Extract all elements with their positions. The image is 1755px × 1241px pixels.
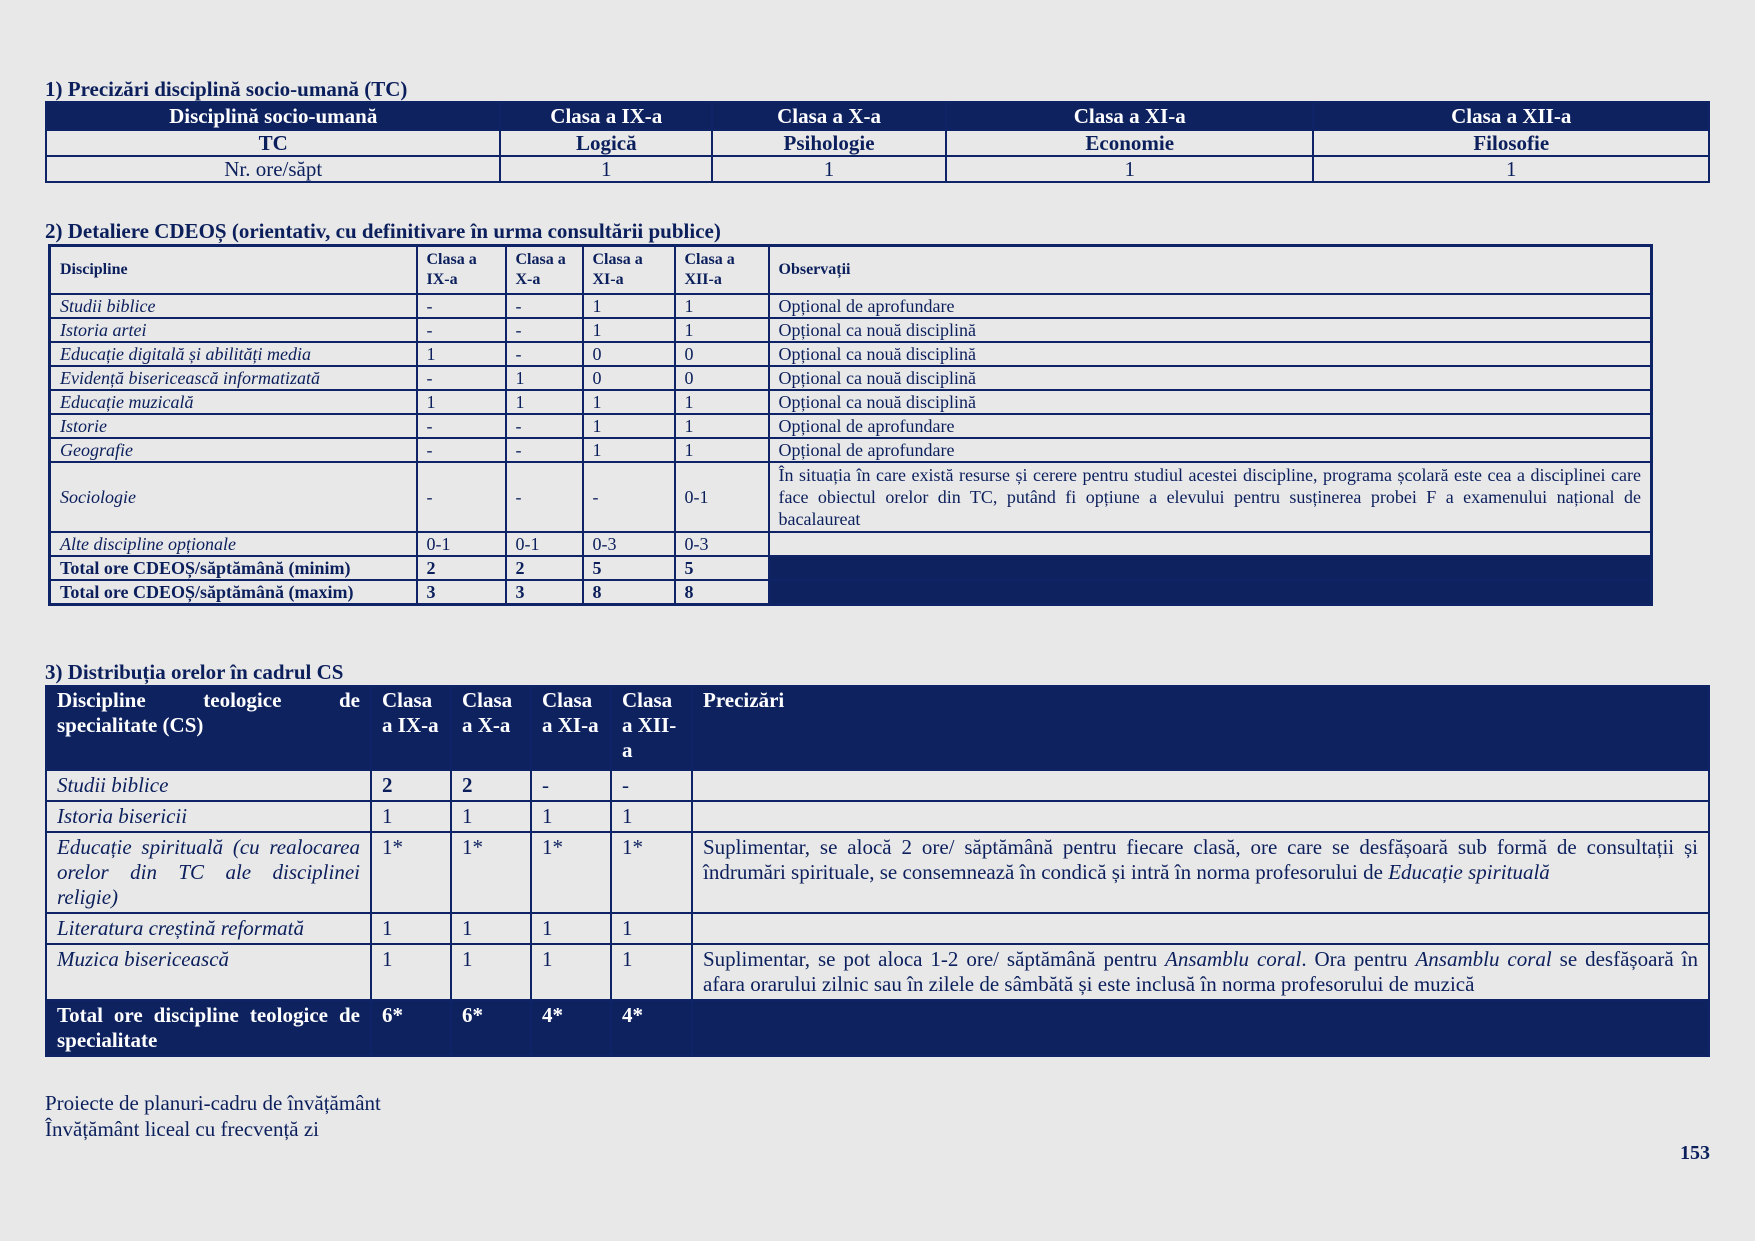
table-cell: Opțional ca nouă disciplină <box>769 390 1652 414</box>
table-row <box>46 770 1709 801</box>
socio-human-table <box>45 101 1710 183</box>
cs-table <box>45 685 1710 1057</box>
table-cell: Opțional ca nouă disciplină <box>769 342 1652 366</box>
table-header-row <box>46 102 1709 130</box>
header-cell: Clasa a IX-a <box>371 686 451 770</box>
table-cell: - <box>506 462 583 532</box>
table-cell: Opțional ca nouă disciplină <box>769 318 1652 342</box>
table-cell: Studii biblice <box>50 294 417 318</box>
table-cell: Psihologie <box>712 130 946 156</box>
table-cell: 1 <box>583 414 675 438</box>
header-cell: Clasa a IX-a <box>417 246 506 295</box>
table-cell: 0 <box>583 342 675 366</box>
table-cell: Economie <box>946 130 1314 156</box>
table-cell: - <box>417 366 506 390</box>
table-cell: Istoria bisericii <box>46 801 371 832</box>
table-cell <box>692 1000 1709 1056</box>
table-cell: Educație digitală și abilități media <box>50 342 417 366</box>
table-cell: - <box>417 438 506 462</box>
table-cell: 0-1 <box>417 532 506 556</box>
table-cell: Istoria artei <box>50 318 417 342</box>
note-text: se desfășoară în afara orarului zilnic sau în zilele de sâmbătă și este inclusă în norma profesorului de muzică <box>703 947 1698 996</box>
table-cell: Literatura creștină reformată <box>46 913 371 944</box>
table-cell: Total ore CDEOȘ/săptămână (minim) <box>50 556 417 580</box>
table-cell: Sociologie <box>50 462 417 532</box>
table-cell: 1 <box>611 801 692 832</box>
total-row <box>50 556 1652 580</box>
table-cell <box>769 556 1652 580</box>
note-emphasis: Educație spirituală <box>1388 860 1550 884</box>
page-number: 153 <box>1680 1142 1710 1164</box>
table-cell: - <box>611 770 692 801</box>
table-row <box>46 130 1709 156</box>
table-cell: - <box>506 438 583 462</box>
table-row <box>50 438 1652 462</box>
table-cell <box>692 944 1709 1000</box>
table-cell: 1 <box>451 801 531 832</box>
table-cell: Educație spirituală (cu realocarea orelor din TC ale disciplinei religie) <box>46 832 371 913</box>
table-cell: 1 <box>583 390 675 414</box>
table-cell: Opțional de aprofundare <box>769 294 1652 318</box>
table-cell: 1 <box>417 390 506 414</box>
table-cell: 0-1 <box>675 462 769 532</box>
footer-line-2: Învățământ liceal cu frecvență zi <box>45 1117 320 1141</box>
table-header-row <box>46 686 1709 770</box>
table-cell: - <box>506 294 583 318</box>
table-row <box>50 318 1652 342</box>
table-row <box>50 462 1652 532</box>
table-cell: TC <box>46 130 500 156</box>
table-cell: Total ore discipline teologice de specialitate <box>46 1000 371 1056</box>
total-row <box>50 580 1652 605</box>
header-cell: Clasa a XI-a <box>583 246 675 295</box>
table-row <box>50 532 1652 556</box>
table-cell: Istorie <box>50 414 417 438</box>
table-cell: 1 <box>531 913 611 944</box>
table-cell: Opțional de aprofundare <box>769 438 1652 462</box>
table-cell: 0-3 <box>583 532 675 556</box>
table-cell <box>692 801 1709 832</box>
footer-line-1: Proiecte de planuri-cadru de învățământ <box>45 1091 381 1115</box>
header-cell: Clasa a X-a <box>506 246 583 295</box>
table-cell: 1 <box>675 414 769 438</box>
table-cell: 1* <box>611 832 692 913</box>
table-cell: Studii biblice <box>46 770 371 801</box>
table-cell: 5 <box>583 556 675 580</box>
header-cell: Discipline <box>50 246 417 295</box>
table-row <box>46 832 1709 913</box>
table-cell: 1 <box>1313 156 1709 182</box>
table-cell: 1 <box>417 342 506 366</box>
table-cell: 6* <box>451 1000 531 1056</box>
table-cell: 1 <box>451 944 531 1000</box>
table-cell: 1 <box>675 294 769 318</box>
table-cell: - <box>531 770 611 801</box>
table-cell: Total ore CDEOȘ/săptămână (maxim) <box>50 580 417 605</box>
table-row <box>50 342 1652 366</box>
table-cell: 1 <box>451 913 531 944</box>
table-cell: Muzica bisericească <box>46 944 371 1000</box>
table-row <box>46 913 1709 944</box>
section3-title: 3) Distribuția orelor în cadrul CS <box>45 660 344 684</box>
table-cell: 8 <box>675 580 769 605</box>
note-emphasis: Ansamblu coral <box>1415 947 1552 971</box>
table-cell <box>692 832 1709 913</box>
table-cell: - <box>417 294 506 318</box>
table-cell: 1 <box>506 366 583 390</box>
header-cell: Disciplină socio-umană <box>46 102 500 130</box>
table-cell: 1 <box>583 438 675 462</box>
table-row <box>46 944 1709 1000</box>
header-cell: Clasa a X-a <box>712 102 946 130</box>
table-cell: 1 <box>611 913 692 944</box>
table-cell: - <box>417 414 506 438</box>
header-cell: Discipline teologice de specialitate (CS) <box>46 686 371 770</box>
table-cell: - <box>506 342 583 366</box>
table-cell: 1 <box>675 390 769 414</box>
table-cell: 1 <box>611 944 692 1000</box>
table-row <box>46 801 1709 832</box>
table-cell: 1 <box>946 156 1314 182</box>
table-cell: Filosofie <box>1313 130 1709 156</box>
note-text: Suplimentar, se pot aloca 1-2 ore/ săptămână pentru <box>703 947 1166 971</box>
table-cell: 1 <box>371 801 451 832</box>
table-cell: Nr. ore/săpt <box>46 156 500 182</box>
table-cell: 3 <box>417 580 506 605</box>
table-cell: - <box>417 462 506 532</box>
table-cell: 0-1 <box>506 532 583 556</box>
table-row <box>50 366 1652 390</box>
header-cell: Clasa a XI-a <box>531 686 611 770</box>
table-cell: 1* <box>371 832 451 913</box>
table-cell: 0-3 <box>675 532 769 556</box>
table-cell: 1 <box>712 156 946 182</box>
table-cell: 1 <box>371 944 451 1000</box>
table-cell: 1 <box>531 801 611 832</box>
note-text: Suplimentar, se alocă 2 ore/ săptămână pentru fiecare clasă, ore care se desfășoară sub formă de consultații și îndrumări spirituale, se consemnează în condică și intră în norma profesorului de <box>703 835 1698 884</box>
note-emphasis: Ansamblu coral <box>1165 947 1302 971</box>
table-cell: 2 <box>451 770 531 801</box>
table-cell: Geografie <box>50 438 417 462</box>
total-row <box>46 1000 1709 1056</box>
table-cell: 1 <box>500 156 712 182</box>
table-cell: 1 <box>675 318 769 342</box>
table-cell: - <box>583 462 675 532</box>
table-cell: 4* <box>611 1000 692 1056</box>
table-cell: Opțional de aprofundare <box>769 414 1652 438</box>
header-cell: Clasa a XII-a <box>1313 102 1709 130</box>
table-cell <box>692 770 1709 801</box>
table-cell <box>769 532 1652 556</box>
table-row <box>46 156 1709 182</box>
table-cell: 1 <box>583 294 675 318</box>
table-cell: În situația în care există resurse și cerere pentru studiul acestei discipline, programa școlară este cea a disciplinei care face obiectul orelor din TC, putând fi opțiune a elevului pentru susținerea probei F a examenului național de bacalaureat <box>769 462 1652 532</box>
table-cell: Evidență bisericească informatizată <box>50 366 417 390</box>
section1-title: 1) Precizări disciplină socio-umană (TC) <box>45 77 408 101</box>
table-cell: 0 <box>675 342 769 366</box>
table-cell: 1 <box>531 944 611 1000</box>
table-cell: 0 <box>583 366 675 390</box>
table-cell: 3 <box>506 580 583 605</box>
table-cell: 1 <box>675 438 769 462</box>
table-cell: 2 <box>506 556 583 580</box>
table-cell: Logică <box>500 130 712 156</box>
header-cell: Clasa a XI-a <box>946 102 1314 130</box>
note-text: . Ora pentru <box>1301 947 1416 971</box>
table-cell: - <box>417 318 506 342</box>
section2-title: 2) Detaliere CDEOȘ (orientativ, cu definitivare în urma consultării publice) <box>45 219 721 243</box>
cdeos-table <box>48 244 1653 606</box>
table-cell: 6* <box>371 1000 451 1056</box>
table-cell: - <box>506 318 583 342</box>
table-row <box>50 294 1652 318</box>
table-cell: 2 <box>417 556 506 580</box>
header-cell: Observații <box>769 246 1652 295</box>
table-cell: 5 <box>675 556 769 580</box>
table-header-row <box>50 246 1652 295</box>
table-cell: 1* <box>451 832 531 913</box>
table-cell <box>692 913 1709 944</box>
table-cell: 1 <box>506 390 583 414</box>
table-cell: Opțional ca nouă disciplină <box>769 366 1652 390</box>
header-cell: Clasa a IX-a <box>500 102 712 130</box>
header-cell: Clasa a XII-a <box>611 686 692 770</box>
table-cell: 8 <box>583 580 675 605</box>
table-row <box>50 390 1652 414</box>
header-cell: Precizări <box>692 686 1709 770</box>
table-cell: 2 <box>371 770 451 801</box>
table-cell: - <box>506 414 583 438</box>
table-row <box>50 414 1652 438</box>
table-cell: 1 <box>583 318 675 342</box>
table-cell: 1* <box>531 832 611 913</box>
table-cell <box>769 580 1652 605</box>
table-cell: 4* <box>531 1000 611 1056</box>
table-cell: Educație muzicală <box>50 390 417 414</box>
table-cell: 1 <box>371 913 451 944</box>
table-cell: Alte discipline opționale <box>50 532 417 556</box>
table-cell: 0 <box>675 366 769 390</box>
header-cell: Clasa a X-a <box>451 686 531 770</box>
header-cell: Clasa a XII-a <box>675 246 769 295</box>
